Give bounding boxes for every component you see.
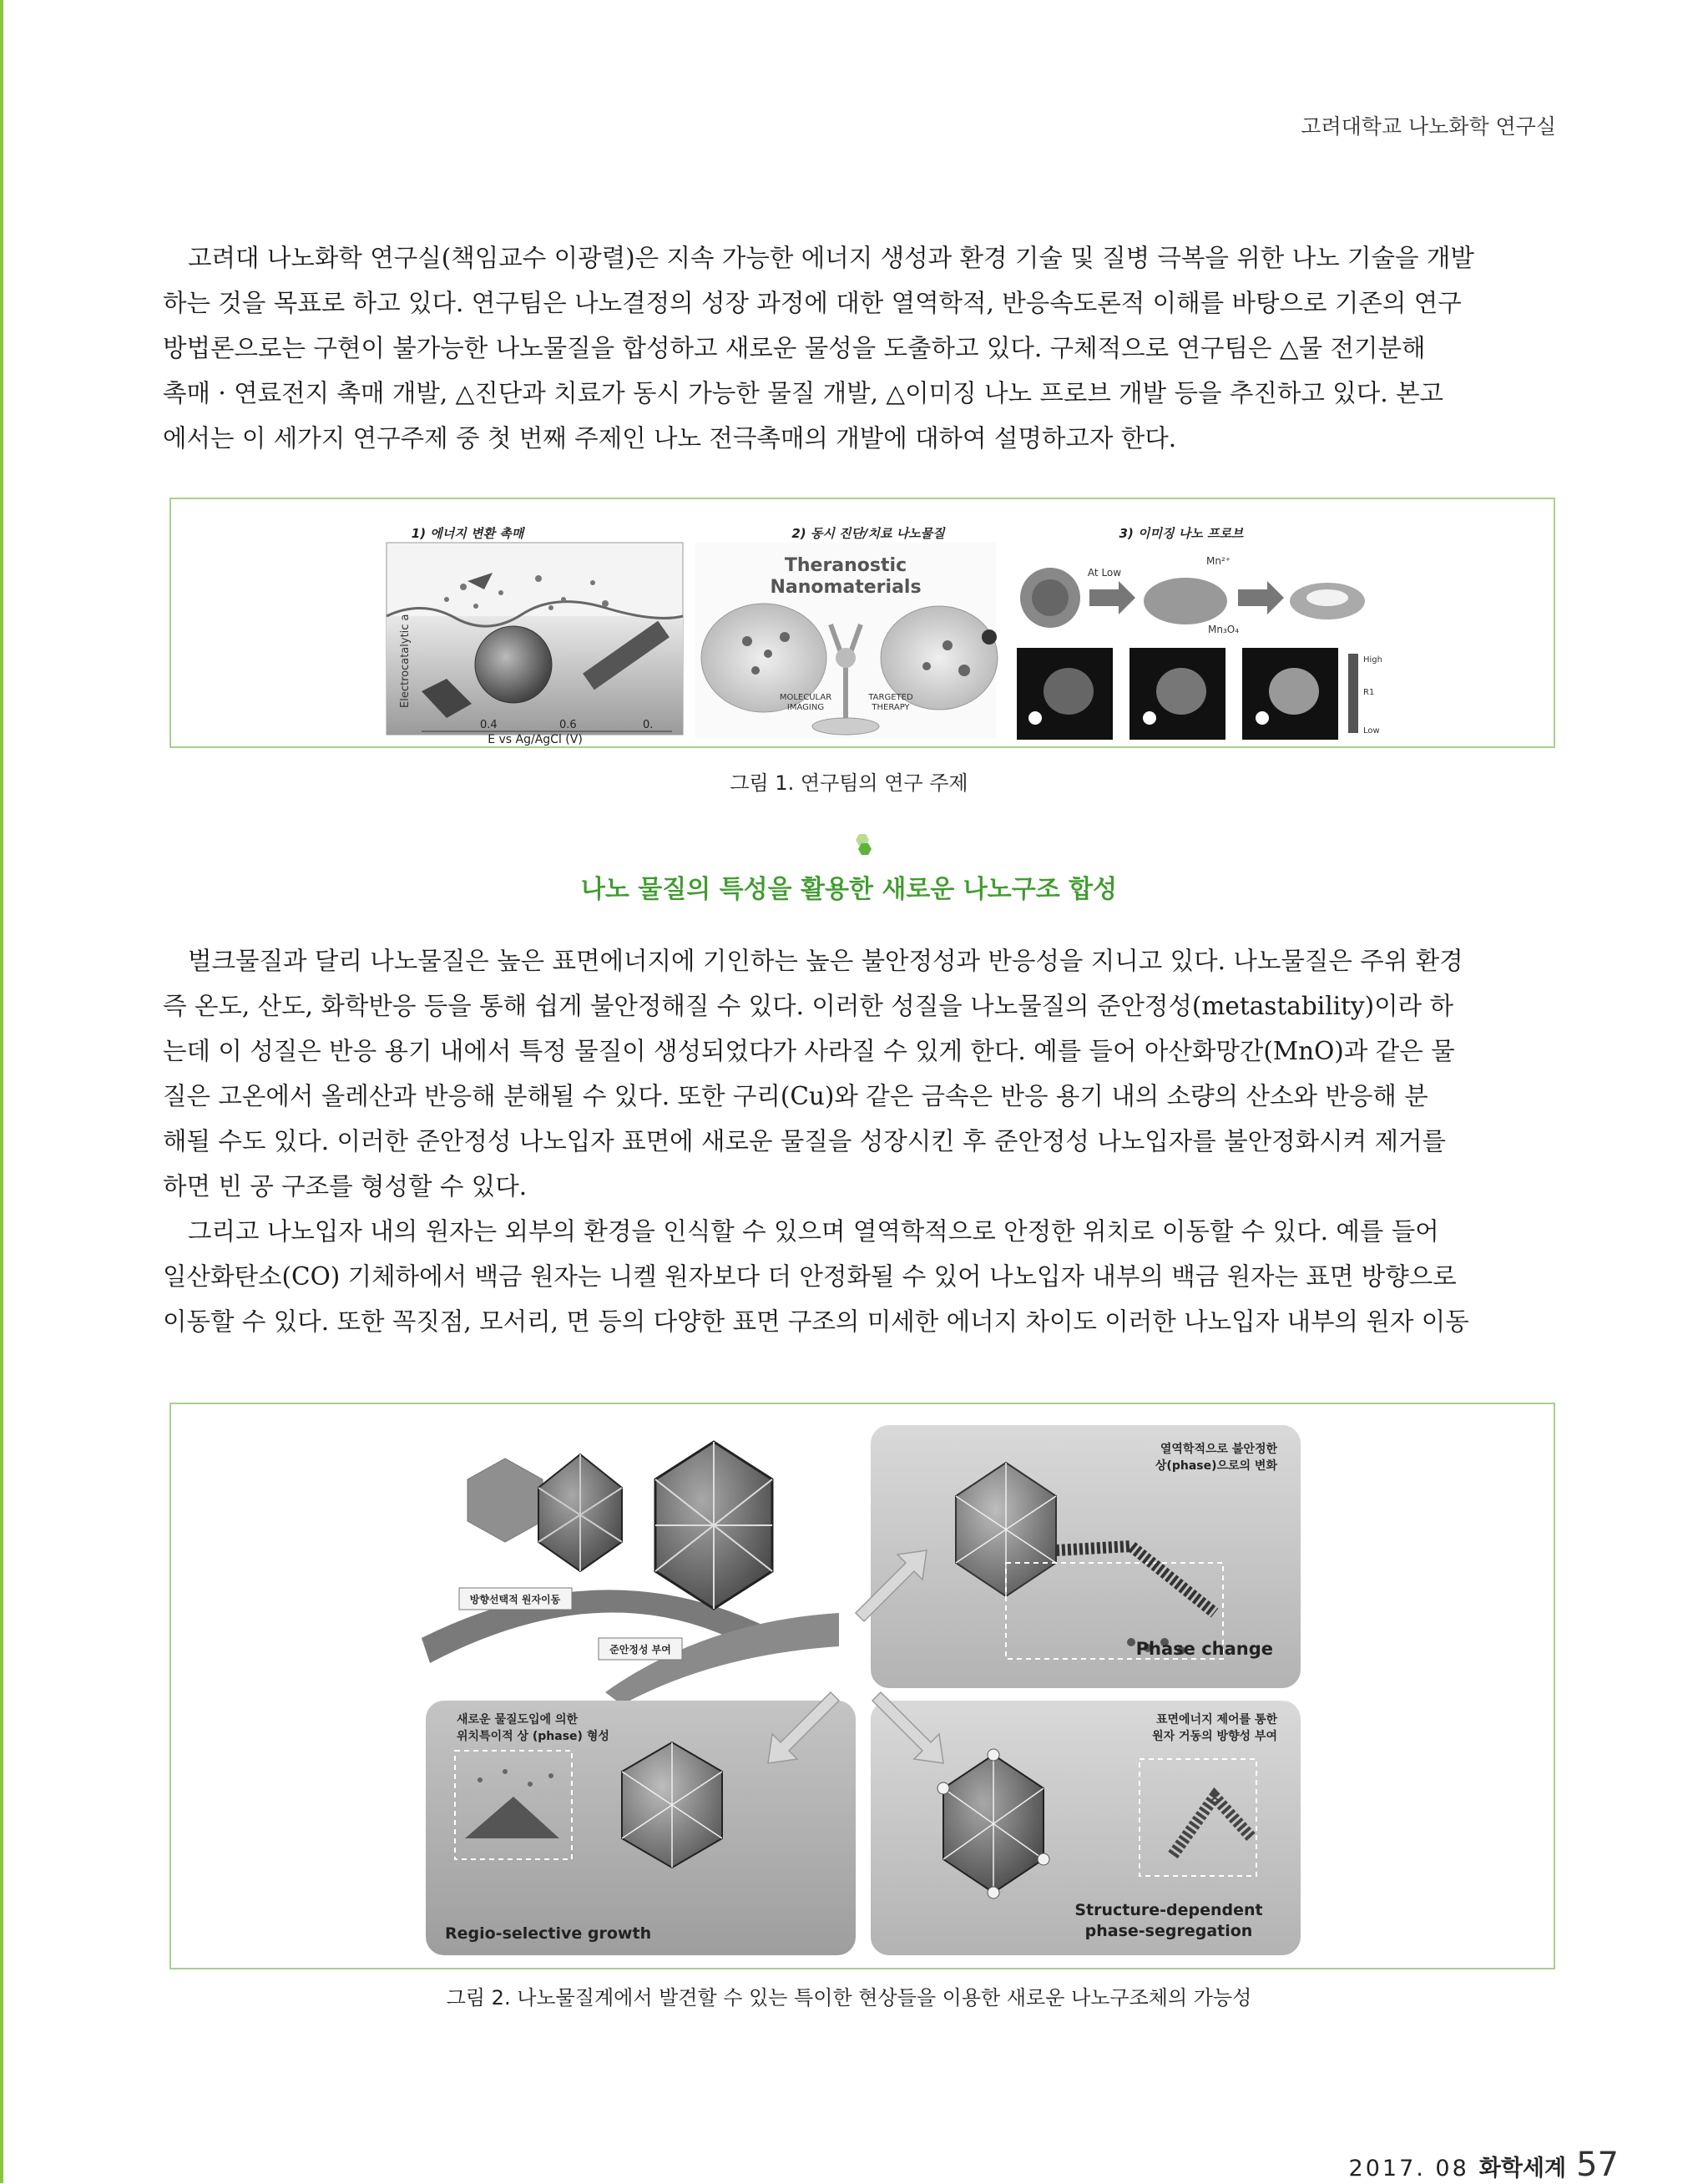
fig2-nanocrystal-small bbox=[467, 1459, 543, 1542]
fig2-direction-label: 방향선택적 원자이동 bbox=[469, 1594, 561, 1605]
fig1-label-molecular: MOLECULAR bbox=[779, 693, 832, 702]
fig1-mn-oxide-label: Mn₃O₄ bbox=[1208, 624, 1240, 635]
fig1-scale-low: Low bbox=[1363, 726, 1380, 736]
fig1-nanoflower-2 bbox=[1144, 578, 1227, 624]
fig1-xlabel: E vs Ag/AgCl (V) bbox=[488, 733, 583, 746]
body-line: 일산화탄소(CO) 기체하에서 백금 원자는 니켈 원자보다 더 안정화될 수 있어 나노입자 내부의 백금 원자는 표면 방향으로 bbox=[163, 1262, 1457, 1291]
fig1-panel3-title: 3) 이미징 나노 프로브 bbox=[1119, 526, 1244, 541]
fig2-metastable-label: 준안정성 부여 bbox=[609, 1644, 671, 1656]
fig2-br-title-2: 원자 거동의 방향성 부여 bbox=[1152, 1730, 1277, 1743]
section-title: 나노 물질의 특성을 활용한 새로운 나노구조 합성 bbox=[580, 875, 1118, 904]
figure-1-frame bbox=[169, 498, 1555, 748]
figure-2-caption: 그림 2. 나노물질계에서 발견할 수 있는 특이한 현상들을 이용한 새로운 나노구조체의 가능성 bbox=[446, 1986, 1252, 2010]
body-line: 벌크물질과 달리 나노물질은 높은 표면에너지에 기인하는 높은 불안정성과 반응성을 지니고 있다. 나노물질은 주위 환경 bbox=[188, 947, 1463, 975]
fig1-arrow-icon bbox=[1238, 581, 1284, 614]
fig1-tick: 0. bbox=[643, 719, 654, 731]
body-paragraph-1 bbox=[163, 938, 1557, 1209]
left-margin-rule bbox=[0, 0, 3, 2183]
body-line: 하면 빈 공 구조를 형성할 수 있다. bbox=[163, 1172, 528, 1201]
fig1-label-imaging: IMAGING bbox=[786, 703, 825, 712]
fig1-tick: 0.4 bbox=[480, 719, 498, 731]
fig2-bl-title-2: 위치특이적 상 (phase) 형성 bbox=[457, 1730, 609, 1743]
section-bullet-icon bbox=[852, 832, 875, 857]
fig2-bl-caption: Regio-selective growth bbox=[445, 1924, 652, 1943]
fig1-scale-r1: R1 bbox=[1363, 688, 1375, 697]
intro-line: 에서는 이 세가지 연구주제 중 첫 번째 주제인 나노 전극촉매의 개발에 대하여 설명하고자 한다. bbox=[163, 424, 1177, 452]
figure-1-image bbox=[171, 499, 1554, 746]
fig1-panel2-title: 2) 동시 진단/치료 나노물질 bbox=[791, 526, 945, 541]
body-line: 이동할 수 있다. 또한 꼭짓점, 모서리, 면 등의 다양한 표면 구조의 미세한 에너지 차이도 이러한 나노입자 내부의 원자 이동 bbox=[163, 1307, 1469, 1336]
fig1-ylabel: Electrocatalytic a bbox=[399, 614, 412, 708]
intro-paragraph bbox=[163, 235, 1557, 461]
fig1-tick: 0.6 bbox=[559, 719, 577, 731]
figure-1-caption: 그림 1. 연구팀의 연구 주제 bbox=[730, 771, 968, 795]
body-line: 해될 수도 있다. 이러한 준안정성 나노입자 표면에 새로운 물질을 성장시킨 후 준안정성 나노입자를 불안정화시켜 제거를 bbox=[163, 1127, 1447, 1155]
issue-date: 2017. 08 bbox=[1348, 2156, 1469, 2181]
fig2-bl-title-1: 새로운 물질도입에 의한 bbox=[457, 1713, 578, 1726]
fig1-mn-ion-label: Mn²⁺ bbox=[1206, 555, 1231, 567]
fig2-br-title-1: 표면에너지 제어를 통한 bbox=[1156, 1713, 1277, 1726]
fig1-arrow-icon bbox=[1089, 581, 1135, 614]
body-line: 질은 고온에서 올레산과 반응해 분해될 수 있다. 또한 구리(Cu)와 같은 금속은 반응 용기 내의 소량의 산소와 반응해 분 bbox=[163, 1082, 1428, 1110]
figure-2-frame bbox=[169, 1403, 1555, 1969]
body-paragraph-2 bbox=[163, 1209, 1557, 1344]
fig2-tr-caption: Phase change bbox=[1135, 1639, 1273, 1659]
fig1-nanomaterials-heading: Nanomaterials bbox=[770, 577, 922, 598]
intro-line: 고려대 나노화학 연구실(책임교수 이광렬)은 지속 가능한 에너지 생성과 환경 기술 및 질병 극복을 위한 나노 기술을 개발 bbox=[188, 244, 1474, 272]
fig1-scale-high: High bbox=[1363, 655, 1382, 665]
body-line: 는데 이 성질은 반응 용기 내에서 특정 물질이 생성되었다가 사라질 수 있게 한다. 예를 들어 아산화망간(MnO)과 같은 물 bbox=[163, 1037, 1455, 1065]
fig1-panel1-title: 1) 에너지 변환 촉매 bbox=[411, 526, 524, 541]
fig1-label-targeted: TARGETED bbox=[868, 693, 913, 702]
figure-2-image bbox=[171, 1404, 1554, 1968]
fig2-tr-title-1: 열역학적으로 불안정한 bbox=[1160, 1443, 1277, 1456]
body-line: 즉 온도, 산도, 화학반응 등을 통해 쉽게 불안정해질 수 있다. 이러한 성질을 나노물질의 준안정성(metastability)이라 하 bbox=[163, 992, 1453, 1020]
fig2-br-caption-1: Structure-dependent bbox=[1074, 1901, 1263, 1919]
fig1-catalyst-particle bbox=[475, 626, 552, 703]
fig1-nanoflower-1 bbox=[1020, 568, 1080, 628]
running-header: 고려대학교 나노화학 연구실 bbox=[1301, 114, 1556, 139]
fig2-br-caption-2: phase-segregation bbox=[1084, 1922, 1253, 1940]
intro-line: 촉매 · 연료전지 촉매 개발, △진단과 치료가 동시 가능한 물질 개발, △이미징 나노 프로브 개발 등을 추진하고 있다. 본고 bbox=[163, 379, 1444, 407]
page-footer bbox=[1349, 2146, 1619, 2184]
intro-line: 방법론으로는 구현이 불가능한 나노물질을 합성하고 새로운 물성을 도출하고 있다. 구체적으로 연구팀은 △물 전기분해 bbox=[163, 334, 1426, 362]
intro-line: 하는 것을 목표로 하고 있다. 연구팀은 나노결정의 성장 과정에 대한 열역학적, 반응속도론적 이해를 바탕으로 기존의 연구 bbox=[163, 289, 1462, 317]
magazine-name: 화학세계 bbox=[1478, 2156, 1567, 2181]
fig1-at-low-label: At Low bbox=[1087, 567, 1122, 579]
page-number: 57 bbox=[1576, 2146, 1619, 2184]
body-line: 그리고 나노입자 내의 원자는 외부의 환경을 인식할 수 있으며 열역학적으로 안정한 위치로 이동할 수 있다. 예를 들어 bbox=[188, 1217, 1439, 1246]
fig1-theranostic-heading: Theranostic bbox=[784, 555, 907, 576]
fig1-label-therapy: THERAPY bbox=[872, 703, 910, 712]
fig2-tr-title-2: 상(phase)으로의 변화 bbox=[1155, 1459, 1277, 1473]
